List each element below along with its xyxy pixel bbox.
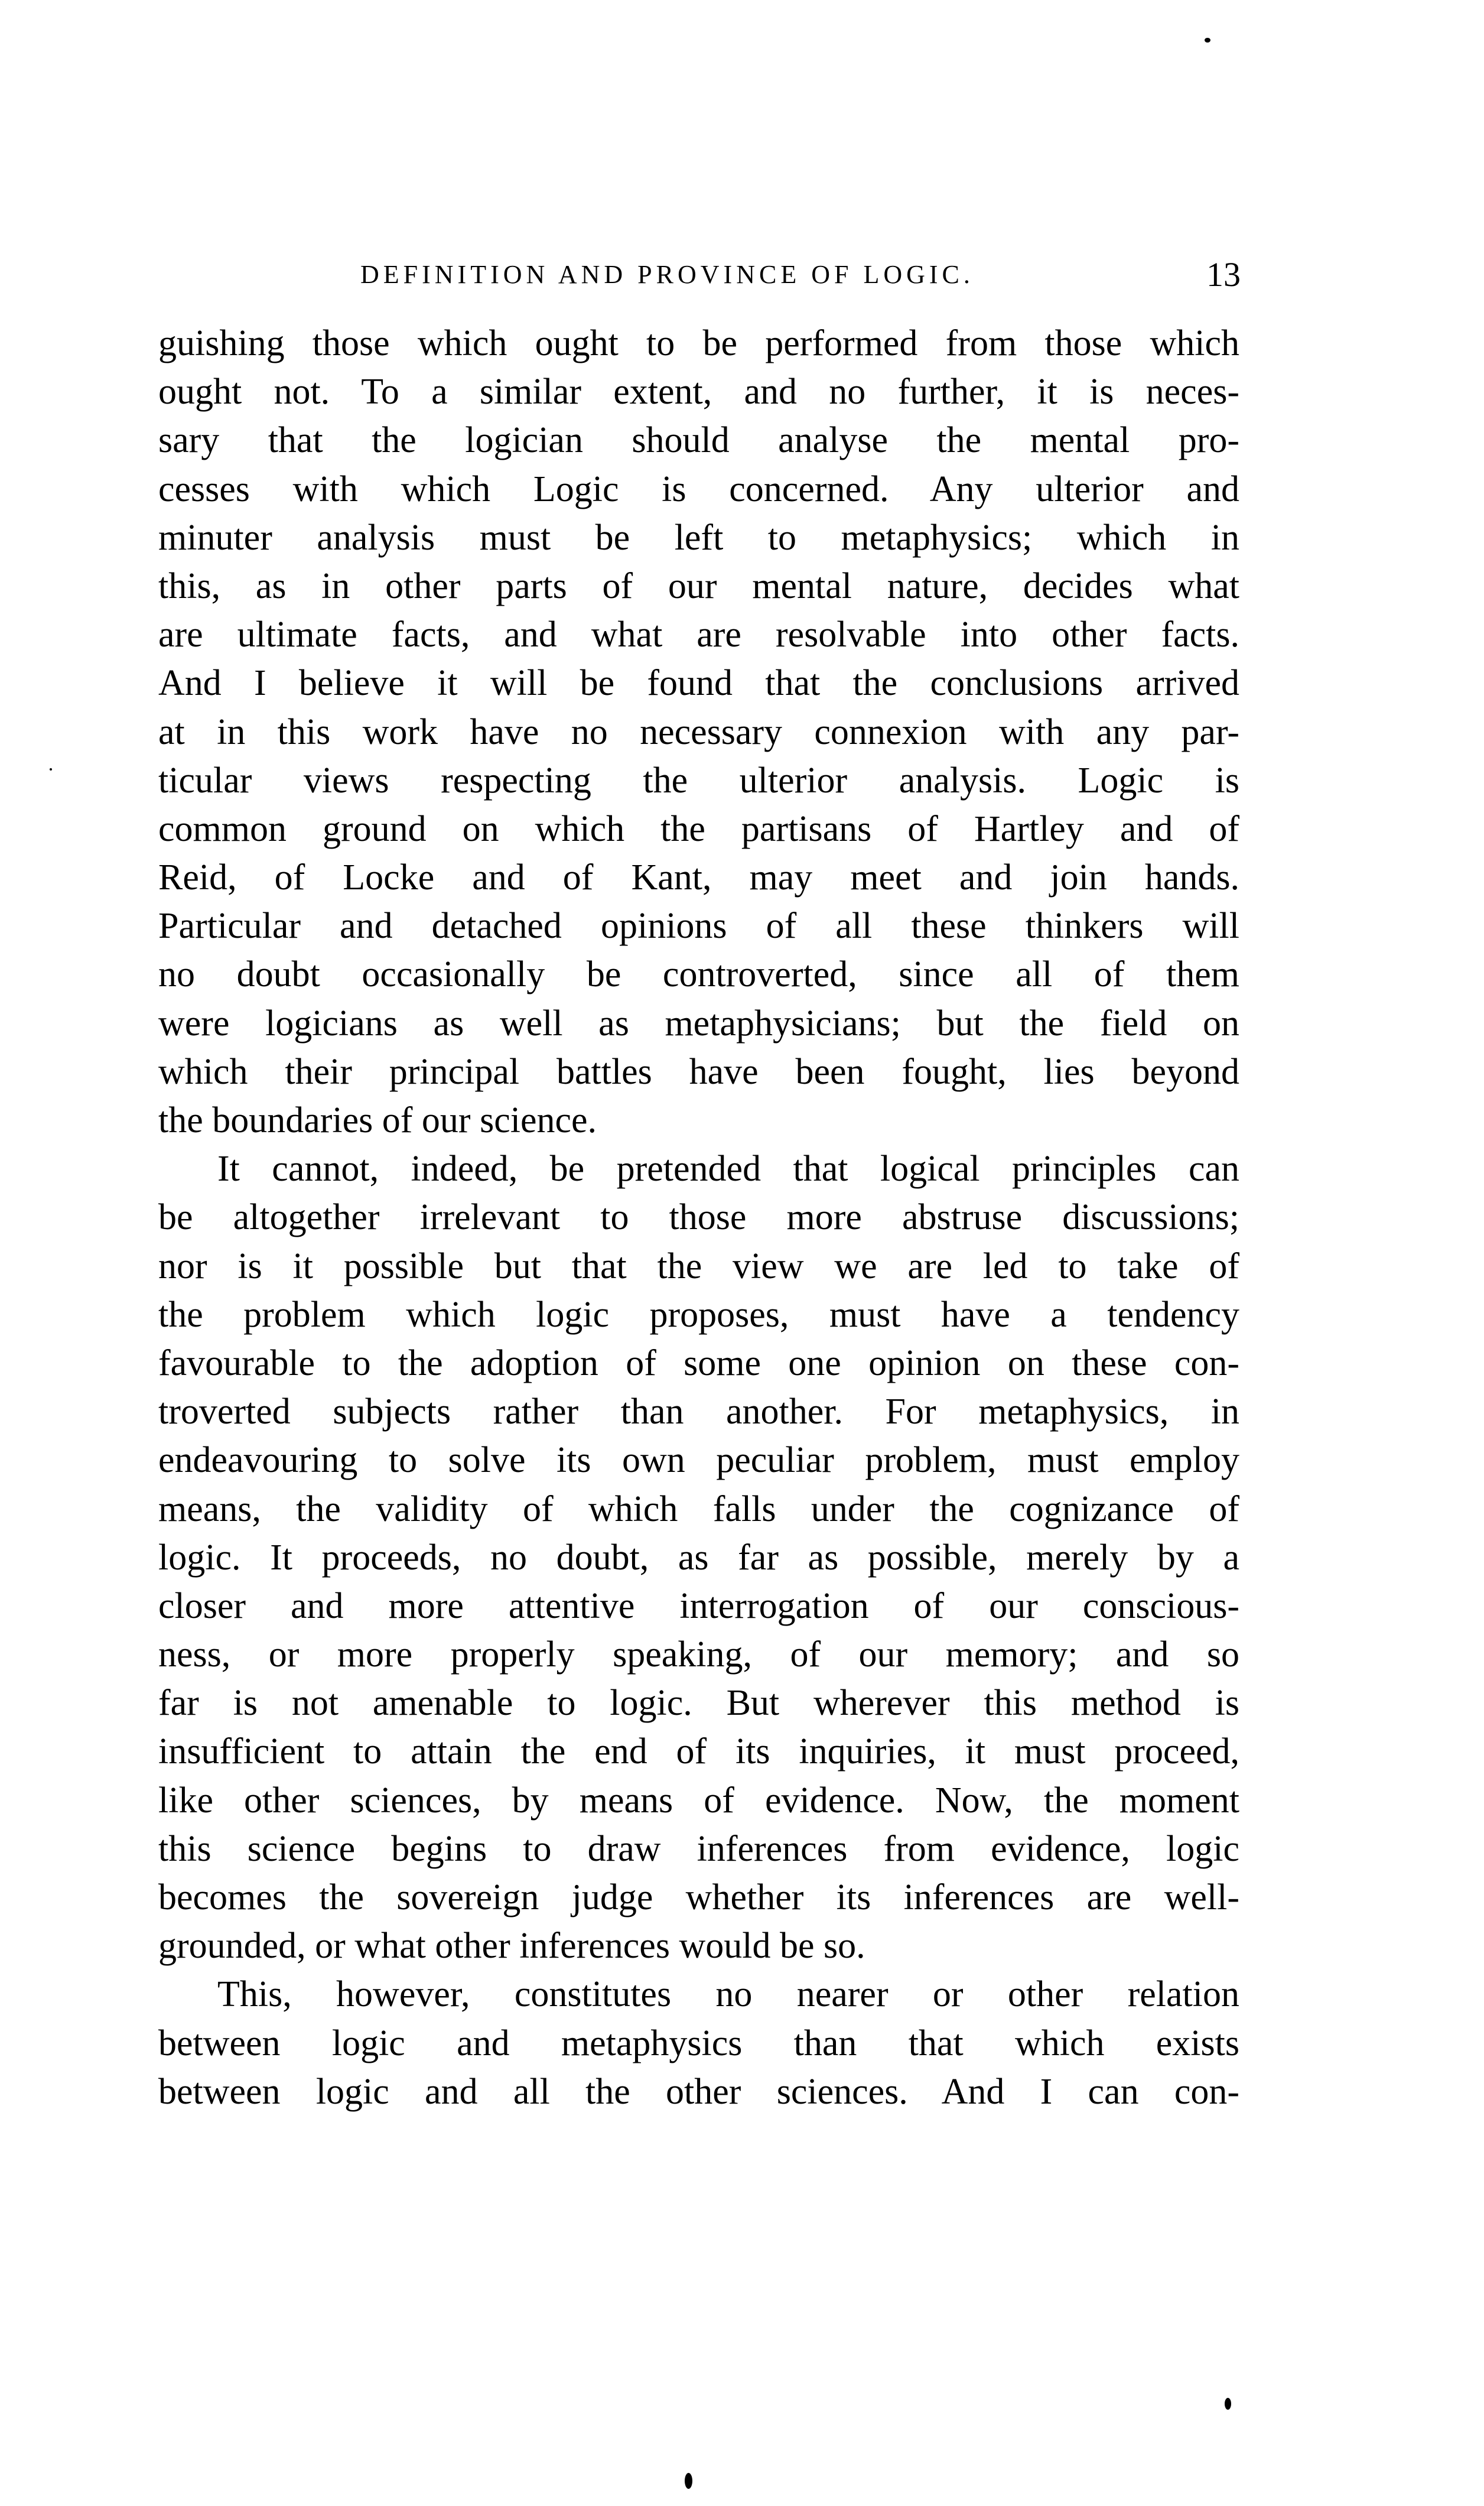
page-number: 13 [1206,255,1241,294]
text-line: It cannot, indeed, be pretended that logical principles can [217,1149,1239,1189]
text-line: the boundaries of our science. [158,1100,597,1140]
text-line: common ground on which the partisans of Hartley and of [158,808,1239,849]
text-line: ticular views respecting the ulterior analysis. Logic is [158,760,1239,801]
text-line: And I believe it will be found that the conclusions arrived [158,663,1239,704]
body-text [158,319,1239,2116]
text-line: at in this work have no necessary connexion with any par- [158,711,1239,752]
ink-speck [1225,2398,1231,2410]
running-title: DEFINITION AND PROVINCE OF LOGIC. [360,260,974,289]
text-line: This, however, constitutes no nearer or other relation [217,1974,1239,2015]
text-line: Particular and detached opinions of all these thinkers will [158,906,1239,947]
text-line: ought not. To a similar extent, and no further, it is neces- [158,372,1239,412]
text-line: this science begins to draw inferences from evidence, logic [158,1828,1239,1869]
text-line: are ultimate facts, and what are resolvable into other facts. [158,615,1239,655]
text-line: means, the validity of which falls under the cognizance of [158,1488,1239,1529]
text-line: guishing those which ought to be performed from those which [158,323,1239,363]
text-line: be altogether irrelevant to those more abstruse discussions; [158,1197,1239,1238]
ink-speck [685,2473,692,2489]
paragraph [158,319,1239,1145]
text-line: between logic and all the other sciences. And I can con- [158,2071,1239,2112]
ink-speck [1205,38,1210,43]
text-line: between logic and metaphysics than that which exists [158,2023,1239,2063]
text-line: were logicians as well as metaphysicians; but the field on [158,1003,1239,1044]
text-line: cesses with which Logic is concerned. Any ulterior and [158,469,1239,509]
text-line: grounded, or what other inferences would be so. [158,1926,865,1967]
text-line: insufficient to attain the end of its inquiries, it must proceed, [158,1731,1239,1772]
text-line: minuter analysis must be left to metaphysics; which in [158,517,1239,558]
text-line: closer and more attentive interrogation of our conscious- [158,1585,1239,1626]
paragraph [158,1145,1239,1970]
text-line: endeavouring to solve its own peculiar problem, must employ [158,1440,1239,1481]
text-line: no doubt occasionally be controverted, since all of them [158,954,1239,995]
text-line: becomes the sovereign judge whether its inferences are well- [158,1877,1239,1917]
text-line: like other sciences, by means of evidence. Now, the moment [158,1780,1239,1821]
text-line: this, as in other parts of our mental nature, decides what [158,565,1239,606]
ink-speck [50,768,52,771]
text-line: nor is it possible but that the view we are led to take of [158,1246,1239,1286]
paragraph [158,1970,1239,2116]
running-head [360,251,1241,298]
text-line: far is not amenable to logic. But wherever this method is [158,1683,1239,1724]
text-line: favourable to the adoption of some one opinion on these con- [158,1343,1239,1383]
text-line: troverted subjects rather than another. For metaphysics, in [158,1392,1239,1432]
text-line: sary that the logician should analyse the mental pro- [158,420,1239,461]
text-line: logic. It proceeds, no doubt, as far as possible, merely by a [158,1537,1239,1578]
text-line: the problem which logic proposes, must have a tendency [158,1294,1239,1335]
text-line: Reid, of Locke and of Kant, may meet and join hands. [158,857,1239,898]
text-line: which their principal battles have been fought, lies beyond [158,1051,1239,1092]
text-line: ness, or more properly speaking, of our memory; and so [158,1634,1239,1675]
